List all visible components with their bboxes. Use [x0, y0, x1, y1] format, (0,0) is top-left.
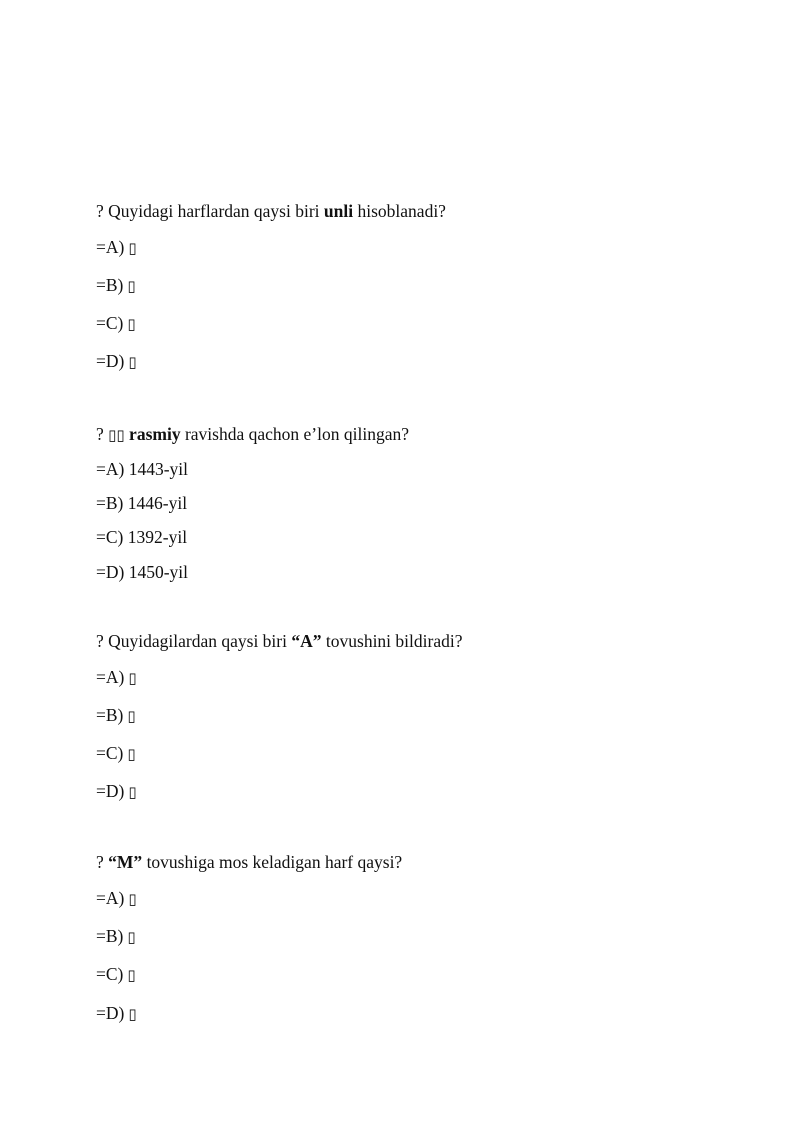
question-3-option-c	[96, 742, 136, 765]
missing-glyph-icon: ▯	[127, 928, 136, 946]
option-label: =A)	[96, 667, 125, 687]
question-4-option-d	[96, 1002, 137, 1025]
missing-glyph-icon: ▯	[128, 890, 137, 908]
question-2-suffix: ravishda qachon e’lon qilingan?	[180, 424, 409, 444]
question-3-bold: “A”	[291, 631, 322, 651]
option-label: =A)	[96, 888, 125, 908]
question-1-prefix: ? Quyidagi harflardan qaysi biri	[96, 201, 324, 221]
question-3-option-a	[96, 666, 137, 689]
option-text: 1392-yil	[127, 527, 188, 547]
option-text: 1443-yil	[128, 459, 189, 479]
missing-glyph-icon: ▯	[127, 315, 136, 333]
missing-glyph-icon: ▯	[127, 745, 136, 763]
question-4-bold: “M”	[108, 852, 143, 872]
option-label: =B)	[96, 275, 124, 295]
option-label: =B)	[96, 493, 124, 513]
question-4-option-b	[96, 925, 136, 948]
missing-glyph-icon: ▯	[128, 669, 137, 687]
question-4-option-c	[96, 963, 136, 986]
option-label: =C)	[96, 964, 124, 984]
question-1-option-d	[96, 350, 137, 373]
option-label: =C)	[96, 313, 124, 333]
missing-glyph-icon: ▯	[127, 966, 136, 984]
question-3-prefix: ? Quyidagilardan qaysi biri	[96, 631, 292, 651]
option-label: =C)	[96, 527, 124, 547]
missing-glyph-icon: ▯	[127, 707, 136, 725]
question-1-option-a	[96, 236, 137, 259]
question-3-suffix: tovushini bildiradi?	[321, 631, 463, 651]
question-2-option-d	[96, 561, 188, 583]
missing-glyph-icon: ▯	[127, 277, 136, 295]
question-4-suffix: tovushiga mos keladigan harf qaysi?	[142, 852, 403, 872]
option-label: =D)	[96, 351, 125, 371]
question-4-prefix: ?	[96, 852, 109, 872]
question-4	[96, 851, 402, 873]
question-1-option-c	[96, 312, 136, 335]
question-3-option-d	[96, 780, 137, 803]
question-2-prefix: ?	[96, 424, 109, 444]
question-2-option-c	[96, 526, 187, 548]
option-label: =B)	[96, 705, 124, 725]
question-1-option-b	[96, 274, 136, 297]
question-4-option-a	[96, 887, 137, 910]
option-text: 1450-yil	[128, 562, 189, 582]
question-2-option-a	[96, 458, 188, 480]
question-3-option-b	[96, 704, 136, 727]
option-label: =D)	[96, 562, 125, 582]
option-label: =A)	[96, 459, 125, 479]
missing-glyph-icon: ▯	[128, 783, 137, 801]
option-label: =C)	[96, 743, 124, 763]
option-label: =D)	[96, 781, 125, 801]
option-label: =D)	[96, 1003, 125, 1023]
question-2-bold: rasmiy	[124, 424, 181, 444]
question-1	[96, 200, 446, 222]
question-1-suffix: hisoblanadi?	[353, 201, 446, 221]
option-label: =B)	[96, 926, 124, 946]
option-label: =A)	[96, 237, 125, 257]
missing-glyph-icon: ▯	[128, 1005, 137, 1023]
missing-glyph-icon: ▯	[128, 239, 137, 257]
option-text: 1446-yil	[127, 493, 188, 513]
missing-glyph-icon: ▯	[128, 353, 137, 371]
missing-glyph-icon: ▯▯	[108, 426, 125, 444]
question-3	[96, 630, 462, 652]
question-1-bold: unli	[323, 201, 354, 221]
question-2-option-b	[96, 492, 187, 514]
question-2	[96, 423, 409, 446]
